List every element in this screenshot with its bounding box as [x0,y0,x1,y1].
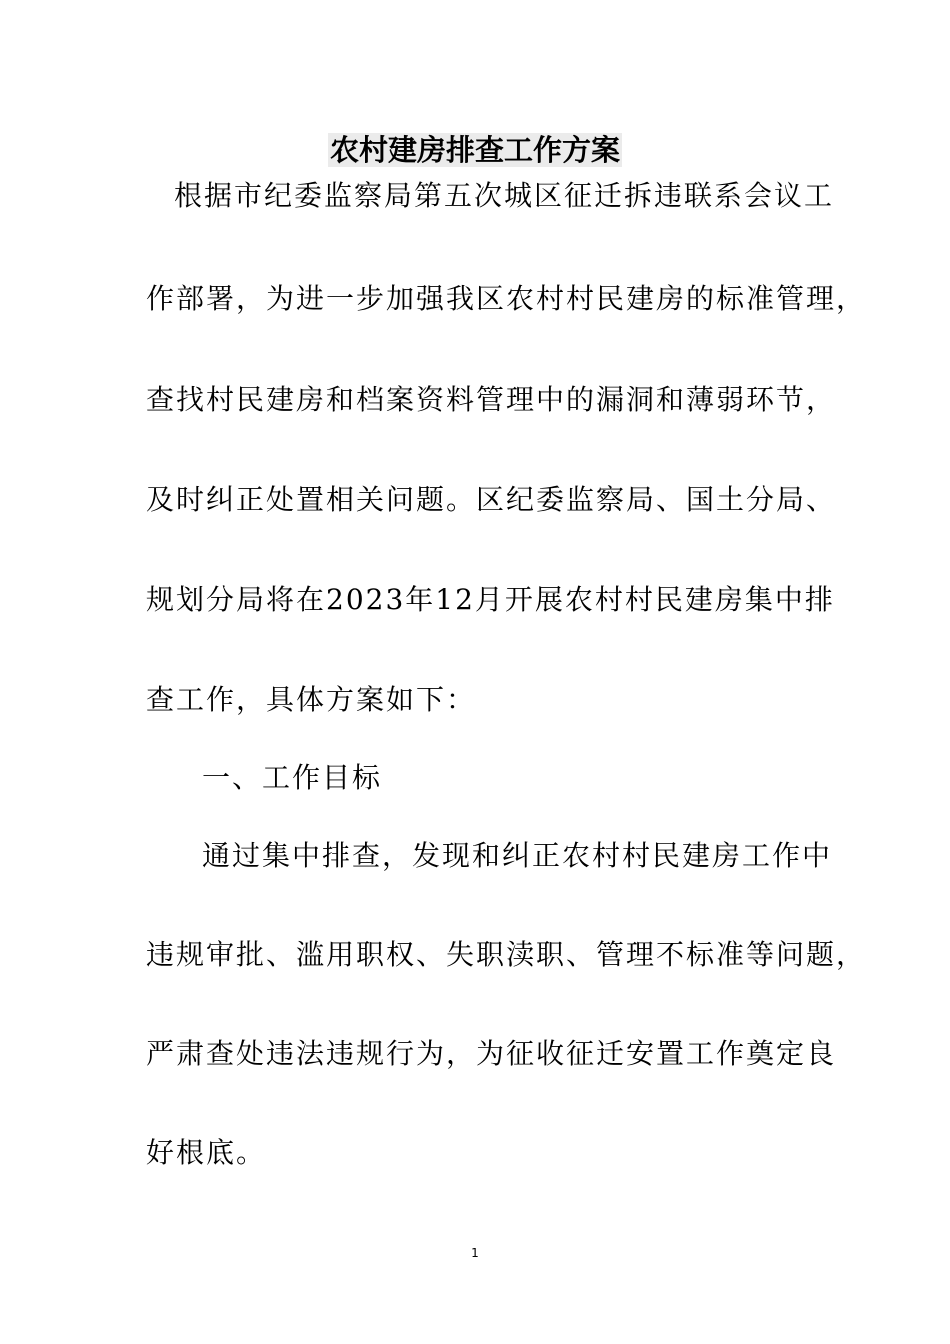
paragraph-line: 及时纠正处置相关问题。区纪委监察局、国土分局、 [146,483,837,516]
page-number: 1 [471,1246,479,1260]
paragraph-line: 根据市纪委监察局第五次城区征迁拆违联系会议工 [174,179,835,212]
paragraph-line: 查工作，具体方案如下： [146,683,477,716]
document-title-text: 农村建房排查工作方案 [329,133,620,167]
section-heading: 一、工作目标 [202,761,383,794]
paragraph-line: 规划分局将在2023年12月开展农村村民建房集中排 [146,583,835,616]
document-title [0,128,950,172]
paragraph-line: 查找村民建房和档案资料管理中的漏洞和薄弱环节， [146,383,837,416]
paragraph-line: 通过集中排查，发现和纠正农村村民建房工作中 [202,839,833,872]
paragraph-line: 好根底。 [146,1136,267,1169]
paragraph-line: 作部署，为进一步加强我区农村村民建房的标准管理， [146,282,867,315]
paragraph-line: 违规审批、滥用职权、失职渎职、管理不标准等问题， [146,938,867,971]
paragraph-line: 严肃查处违法违规行为，为征收征迁安置工作奠定良 [146,1037,837,1070]
